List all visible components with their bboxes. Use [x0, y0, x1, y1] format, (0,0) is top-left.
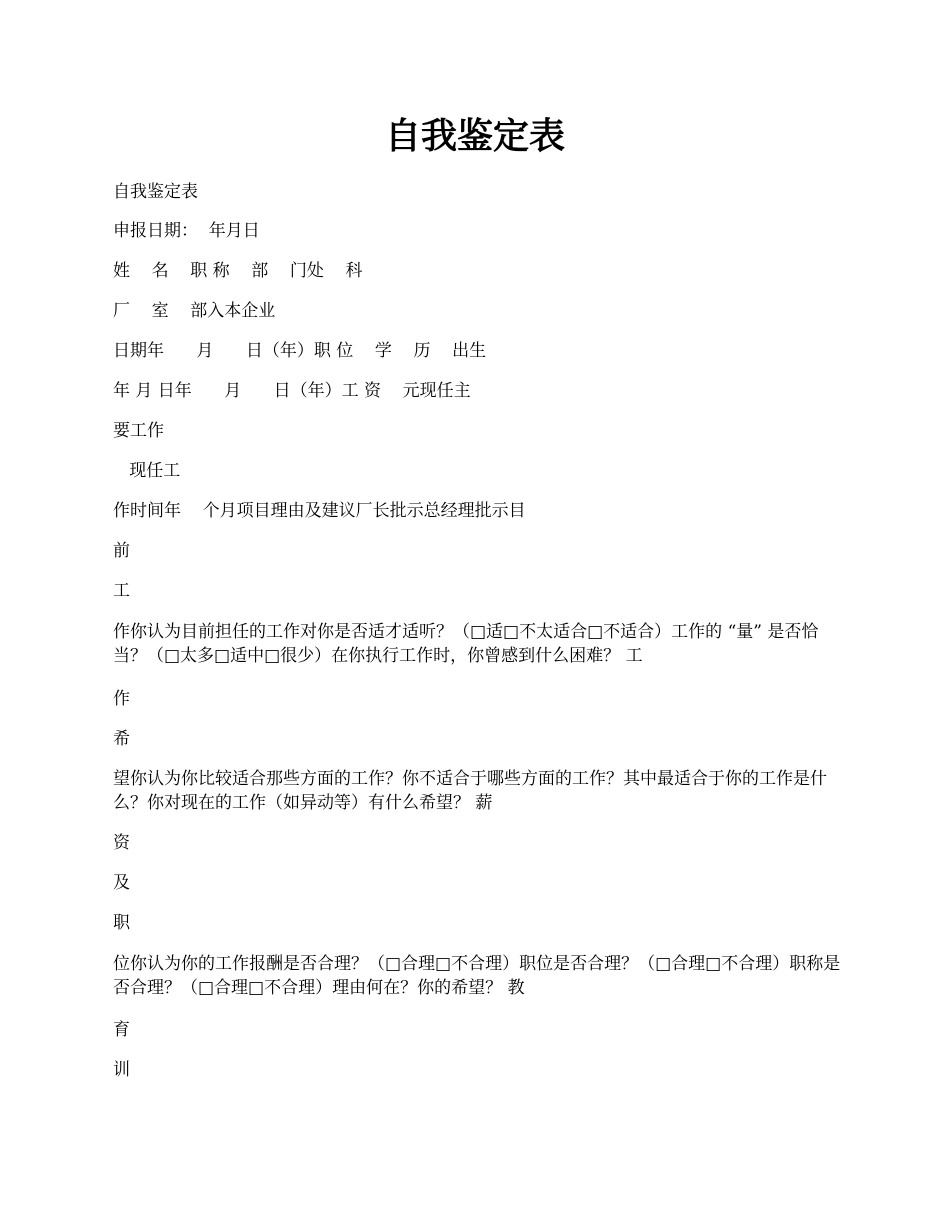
paragraph-char-ji: 及 [113, 873, 130, 893]
paragraph-birth-salary: 年 月 日年 月 日（年）工 资 元现任主 [113, 381, 471, 401]
paragraph-char-xi: 希 [113, 729, 130, 749]
paragraph-main-work: 要工作 [113, 421, 164, 441]
document-title: 自我鉴定表 [384, 115, 565, 157]
paragraph-char-qian: 前 [113, 541, 130, 561]
paragraph-char-yu: 育 [113, 1020, 130, 1040]
paragraph-char-zuo: 作 [113, 689, 130, 709]
paragraph-salary-position: 位你认为你的工作报酬是否合理？（□合理□不合理）职位是否合理？（□合理□不合理）职称是否合理？（□合理□不合理）理由何在？你的希望？ 教 [113, 954, 841, 998]
paragraph-work-hopes: 望你认为你比较适合那些方面的工作？你不适合于哪些方面的工作？其中最适合于你的工作是什么？你对现在的工作（如异动等）有什么希望？ 薪 [113, 769, 827, 813]
paragraph-date-position: 日期年 月 日（年）职 位 学 历 出生 [113, 341, 487, 361]
paragraph-form-name: 自我鉴定表 [113, 182, 198, 202]
paragraph-char-xun: 训 [113, 1060, 130, 1080]
paragraph-char-zhi: 职 [113, 913, 130, 933]
paragraph-report-date: 申报日期： 年月日 [113, 221, 260, 241]
paragraph-char-zi: 资 [113, 833, 130, 853]
paragraph-factory-join: 厂 室 部入本企业 [113, 301, 276, 321]
paragraph-current-job: 现任工 [113, 461, 181, 481]
paragraph-char-gong: 工 [113, 581, 130, 601]
paragraph-work-time: 作时间年 个月项目理由及建议厂长批示总经理批示目 [113, 501, 526, 521]
paragraph-work-suitability: 作你认为目前担任的工作对你是否适才适听？（□适□不太适合□不适合）工作的 “量” 是否恰当？（□太多□适中□很少）在你执行工作时，你曾感到什么困难？ 工 [113, 622, 819, 666]
paragraph-name-title-dept: 姓 名 职 称 部 门处 科 [113, 261, 363, 281]
